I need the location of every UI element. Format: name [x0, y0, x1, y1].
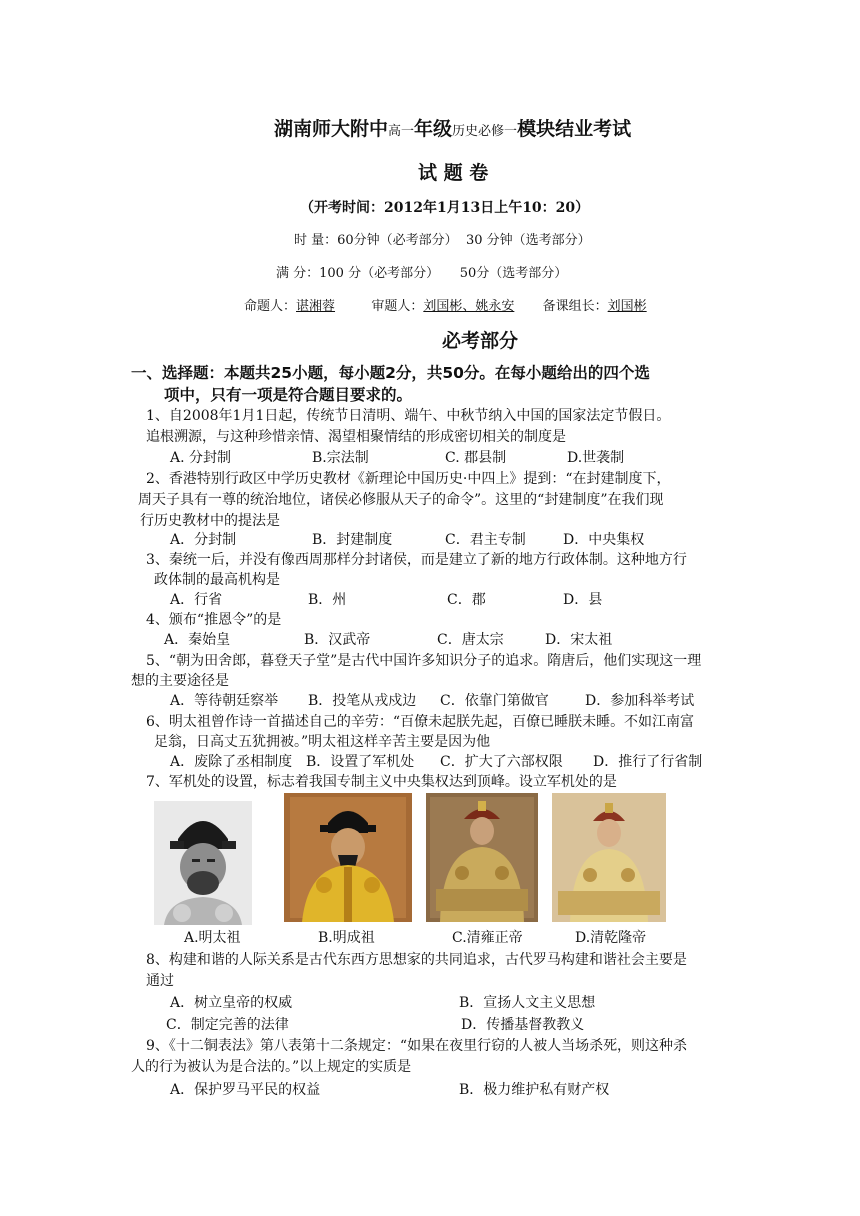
q3-stem-line2: 政体制的最高机构是 — [154, 572, 280, 588]
score-info: 满 分：100 分（必考部分） 50分（选考部分） — [276, 266, 568, 281]
q8-stem-line2: 通过 — [146, 973, 174, 989]
q4-option-d: D．宋太祖 — [545, 632, 613, 648]
grade-prefix: 高一 — [388, 124, 415, 139]
portrait-ming-taizu — [154, 801, 252, 925]
grade-label: 年级 — [414, 118, 453, 140]
portrait-qing-qianlong-image — [552, 793, 666, 922]
q1-option-a: A. 分封制 — [170, 450, 232, 466]
q1-stem-line1: 1、自2008年1月1日起，传统节日清明、端午、中秋节纳入中国的国家法定节假日。 — [146, 408, 671, 424]
portrait-ming-chengzu — [284, 793, 412, 922]
q4-option-c: C．唐太宗 — [437, 632, 504, 648]
q7-option-d: D.清乾隆帝 — [575, 930, 647, 946]
q4-stem-line1: 4、颁布“推恩令”的是 — [146, 612, 282, 628]
q2-option-d: D．中央集权 — [563, 532, 645, 548]
q2-option-a: A．分封制 — [170, 532, 237, 548]
q7-stem-line1: 7、军机处的设置，标志着我国专制主义中央集权达到顶峰。设立军机处的是 — [146, 774, 617, 790]
q3-stem-line1: 3、秦统一后，并没有像西周那样分封诸侯，而是建立了新的地方行政体制。这种地方行 — [146, 552, 687, 568]
portrait-qing-qianlong — [552, 793, 666, 922]
exam-name: 模块结业考试 — [517, 118, 632, 140]
q9-stem-line2: 人的行为被认为是合法的。”以上规定的实质是 — [131, 1059, 412, 1075]
setter-label: 命题人： — [244, 299, 297, 314]
q6-stem-line2: 足翁，日高丈五犹拥被。”明太祖这样辛苦主要是因为他 — [154, 734, 491, 750]
q1-stem-line2: 追根溯源，与这种珍惜亲情、渴望相聚情结的形成密切相关的制度是 — [146, 429, 566, 445]
q6-stem-line1: 6、明太祖曾作诗一首描述自己的辛劳：“百僚未起朕先起，百僚已睡朕未睡。不如江南富 — [146, 714, 695, 730]
portrait-ming-taizu-image — [154, 801, 252, 925]
q8-stem-line1: 8、构建和谐的人际关系是古代东西方思想家的共同追求，古代罗马构建和谐社会主要是 — [146, 952, 687, 968]
reviewer-label: 审题人： — [371, 299, 424, 314]
q6-option-b: B．设置了军机处 — [306, 754, 415, 770]
q2-option-c: C．君主专制 — [445, 532, 526, 548]
q2-stem-line1: 2、香港特别行政区中学历史教材《新理论中国历史·中四上》提到：“在封建制度下， — [146, 471, 671, 487]
q3-option-d: D．县 — [563, 592, 603, 608]
q9-option-a: A．保护罗马平民的权益 — [170, 1082, 321, 1098]
q2-option-b: B．封建制度 — [312, 532, 393, 548]
q5-option-c: C．依靠门第做官 — [440, 693, 549, 709]
q1-option-d: D.世袭制 — [567, 450, 625, 466]
q2-stem-line3: 行历史教材中的提法是 — [140, 513, 280, 529]
portrait-qing-yongzheng-image — [426, 793, 538, 922]
q4-option-b: B．汉武帝 — [304, 632, 371, 648]
q5-option-d: D．参加科举考试 — [585, 693, 695, 709]
q9-stem-line1: 9、《十二铜表法》第八表第十二条规定：“如果在夜里行窃的人被人当场杀死，则这种杀 — [146, 1038, 688, 1054]
setter-name: 谌湘蓉 — [296, 299, 336, 314]
q5-stem-line1: 5、“朝为田舍郎，暮登天子堂”是古代中国许多知识分子的追求。隋唐后，他们实现这一理 — [146, 653, 702, 669]
q3-option-c: C．郡 — [447, 592, 486, 608]
reviewer-name: 刘国彬、姚永安 — [423, 299, 515, 314]
q5-option-a: A．等待朝廷察举 — [170, 693, 279, 709]
instructions-line1: 一、选择题：本题共25小题，每小题2分，共50分。在每小题给出的四个选 — [131, 364, 650, 382]
q8-option-d: D．传播基督教教义 — [461, 1017, 585, 1033]
q6-option-a: A．废除了丞相制度 — [170, 754, 293, 770]
q3-option-b: B．州 — [308, 592, 347, 608]
q7-option-a: A.明太祖 — [184, 930, 241, 946]
section-title: 必考部分 — [442, 330, 519, 352]
q8-option-b: B．宣扬人文主义思想 — [459, 995, 596, 1011]
subject-label: 历史必修一 — [452, 124, 518, 139]
leader-name: 刘国彬 — [607, 299, 647, 314]
instructions-line2: 项中，只有一项是符合题目要求的。 — [164, 386, 413, 404]
q8-option-c: C．制定完善的法律 — [166, 1017, 289, 1033]
duration-info: 时 量：60分钟（必考部分） 30 分钟（选考部分） — [294, 233, 591, 248]
staff-line — [244, 297, 647, 317]
q1-option-b: B.宗法制 — [312, 450, 369, 466]
portrait-ming-chengzu-image — [284, 793, 412, 922]
exam-title — [274, 114, 631, 141]
q6-option-c: C．扩大了六部权限 — [440, 754, 563, 770]
paper-title: 试 题 卷 — [418, 162, 489, 184]
q5-stem-line2: 想的主要途径是 — [131, 673, 229, 689]
portrait-qing-yongzheng — [426, 793, 538, 922]
q3-option-a: A．行省 — [170, 592, 223, 608]
leader-label: 备课组长： — [542, 299, 608, 314]
q6-option-d: D．推行了行省制 — [593, 754, 703, 770]
exam-time: （开考时间：2012年1月13日上午10：20） — [300, 200, 590, 216]
q4-option-a: A．秦始皇 — [164, 632, 231, 648]
q7-option-c: C.清雍正帝 — [452, 930, 523, 946]
q9-option-b: B．极力维护私有财产权 — [459, 1082, 610, 1098]
q2-stem-line2: 周天子具有一尊的统治地位，诸侯必修服从天子的命令”。这里的“封建制度”在我们现 — [138, 492, 664, 508]
q1-option-c: C. 郡县制 — [445, 450, 507, 466]
q7-option-b: B.明成祖 — [318, 930, 375, 946]
q5-option-b: B．投笔从戎戍边 — [308, 693, 417, 709]
q8-option-a: A．树立皇帝的权威 — [170, 995, 293, 1011]
school-name: 湖南师大附中 — [274, 118, 389, 140]
